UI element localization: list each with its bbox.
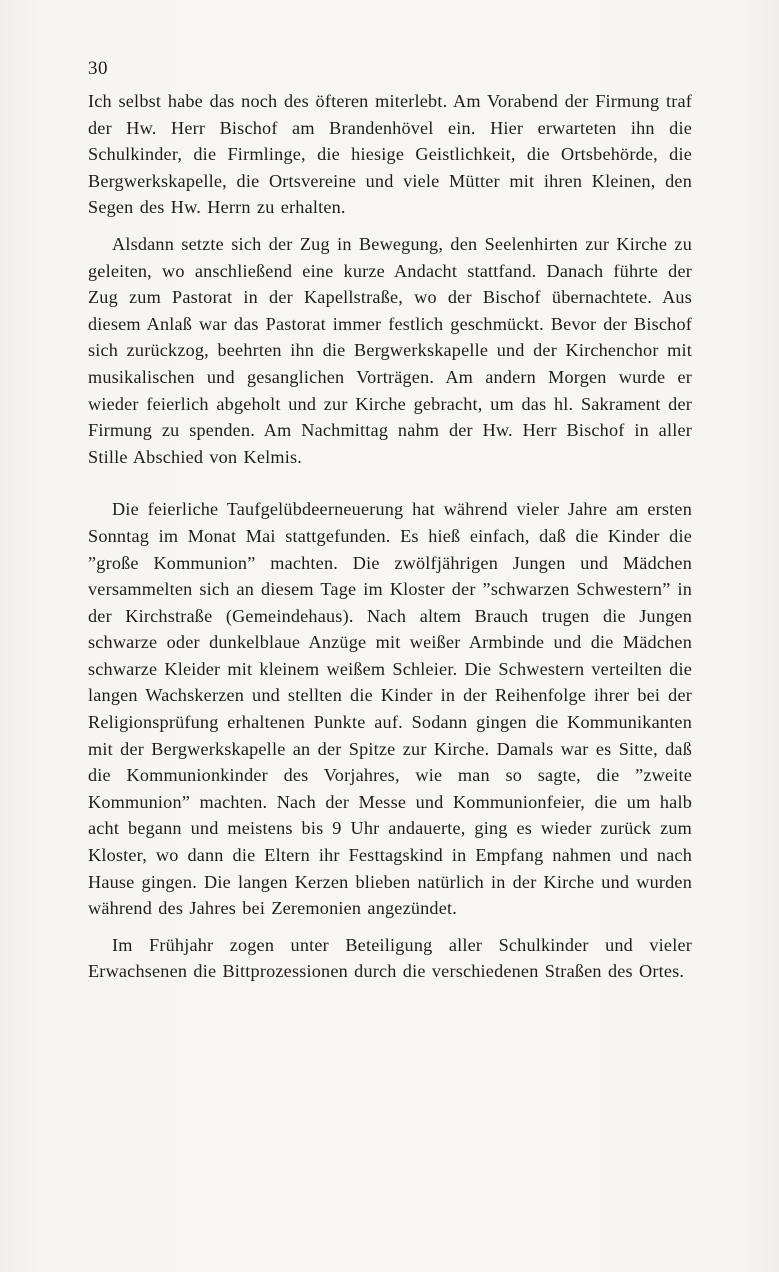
text-block bbox=[88, 88, 692, 995]
paragraph-taufgeluebdeerneuerung: Die feierliche Taufgelübdeerneuerung hat während vieler Jahre am ersten Sonntag im Monat Mai stattgefunden. Es hieß einfach, daß die Kinder die ”große Kommunion” machten. Die zwölfjährigen Jungen und Mädchen versammelten sich an diesem Tage im Kloster der ”schwarzen Schwestern” in der Kirchstraße (Gemeindehaus). Nach altem Brauch trugen die Jungen schwarze oder dunkelblaue Anzüge mit weißer Armbinde und die Mädchen schwarze Kleider mit kleinem weißem Schleier. Die Schwestern verteilten die langen Wachskerzen und stellten die Kinder in der Reihenfolge ihrer bei der Religionsprüfung erhaltenen Punkte auf. Sodann gingen die Kommunikanten mit der Bergwerkskapelle an der Spitze zur Kirche. Damals war es Sitte, daß die Kommunionkinder des Vorjahres, wie man so sagte, die ”zweite Kommunion” machten. Nach der Messe und Kommunionfeier, die um halb acht begann und meistens bis 9 Uhr andauerte, ging es wieder zurück zum Kloster, wo dann die Eltern ihr Festtagskind in Empfang nahmen und nach Hause gingen. Die langen Kerzen blieben natürlich in der Kirche und wurden während des Jahres bei Zeremonien angezündet. bbox=[88, 499, 692, 919]
paragraph-bischofsbesuch: Alsdann setzte sich der Zug in Bewegung, den Seelenhirten zur Kirche zu geleiten, wo anschließend eine kurze Andacht stattfand. Danach führte der Zug zum Pastorat in der Kapellstraße, wo der Bischof übernachtete. Aus diesem Anlaß war das Pastorat immer festlich geschmückt. Bevor der Bischof sich zurückzog, beehrten ihn die Bergwerkskapelle und der Kirchenchor mit musikalischen und gesanglichen Vorträgen. Am andern Morgen wurde er wieder feierlich abgeholt und zur Kirche gebracht, um das hl. Sakrament der Firmung zu spenden. Am Nachmittag nahm der Hw. Herr Bischof in aller Stille Abschied von Kelmis. bbox=[88, 233, 692, 467]
page-number: 30 bbox=[88, 58, 108, 79]
paragraph-firmung: Ich selbst habe das noch des öfteren miterlebt. Am Vorabend der Firmung traf der Hw. Herr Bischof am Brandenhövel ein. Hier erwarteten ihn die Schulkinder, die Firmlinge, die hiesige Geistlichkeit, die Ortsbehörde, die Bergwerkskapelle, die Ortsvereine und viele Mütter mit ihren Kleinen, den Segen des Hw. Herrn zu erhalten. bbox=[88, 91, 692, 218]
paragraph-bittprozessionen: Im Frühjahr zogen unter Beteiligung aller Schulkinder und vieler Erwachsenen die Bittprozessionen durch die verschiedenen Straßen des Ortes. bbox=[88, 934, 692, 982]
